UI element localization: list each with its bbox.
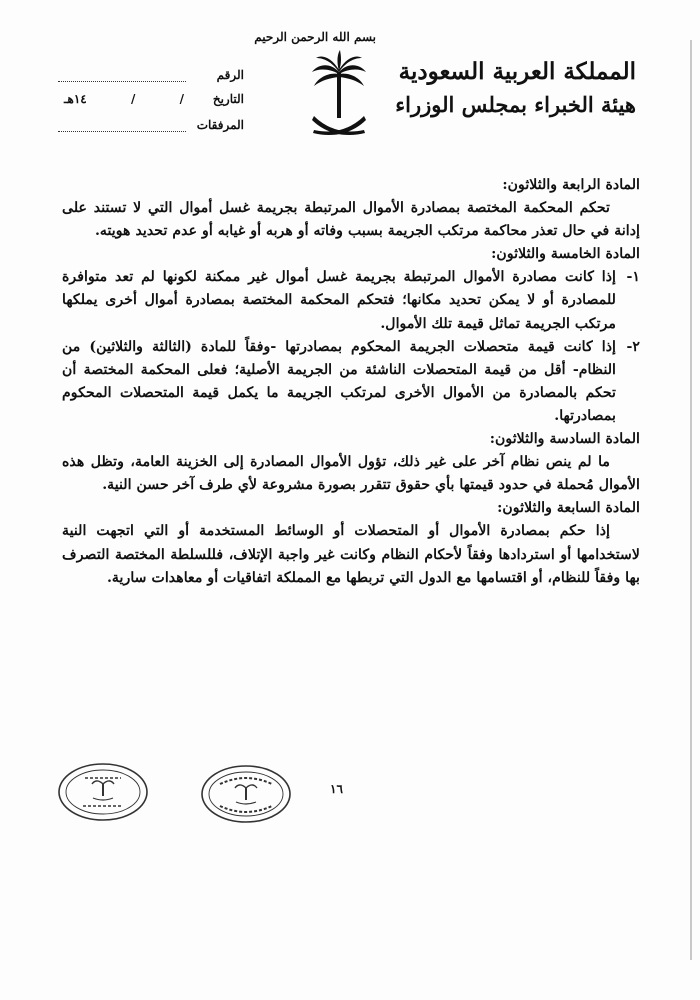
attachments-line	[58, 119, 186, 132]
document-body	[62, 174, 640, 590]
article-36-text: ما لم ينص نظام آخر على غير ذلك، تؤول الأموال المصادرة إلى الخزينة العامة، وتظل هذه الأموال مُحملة في حدود قيمتها بأي حقوق تتقرر بصورة مشروعة لأي طرف آخر حسن النية.	[62, 454, 640, 494]
date-label: التاريخ	[212, 92, 244, 106]
article-36-title: المادة السادسة والثلاثون:	[489, 431, 640, 448]
scan-edge	[690, 40, 692, 960]
date-separator-2: /	[130, 92, 136, 106]
page-number: ١٦	[330, 782, 343, 796]
date-year: ١٤هـ	[64, 92, 87, 106]
date-row	[58, 90, 244, 108]
reference-line	[58, 69, 186, 82]
article-34-text: تحكم المحكمة المختصة بمصادرة الأموال المرتبطة بجريمة غسل أموال التي لا تستند على إدانة في حال تعذر محاكمة مرتكب الجريمة بسبب وفاته أو هربه أو غيابه أو عدم تحديد هويته.	[62, 200, 640, 240]
attachments-row	[58, 116, 244, 134]
council-name: هيئة الخبراء بمجلس الوزراء	[395, 92, 636, 117]
attachments-label: المرفقات	[196, 118, 244, 132]
bismillah: بسم الله الرحمن الرحيم	[254, 30, 376, 44]
council-seal-icon	[200, 764, 292, 824]
kingdom-name: المملكة العربية السعودية	[398, 58, 636, 85]
date-value	[58, 92, 190, 106]
article-35-item-1	[62, 266, 640, 335]
article-35-title: المادة الخامسة والثلاثون:	[491, 246, 640, 263]
item-2-number: ٢-	[626, 338, 640, 355]
item-2-text: إذا كانت قيمة متحصلات الجريمة المحكوم بمصادرتها -وفقاً للمادة (الثالثة والثلاثين) من النظام- أقل من قيمة المتحصلات الناشئة من الجريمة الأصلية؛ فعلى المحكمة المختصة أن تحكم بالمصادرة من الأموال الأخرى لمرتكب الجريمة ما يكمل قيمة المتحصلات المحكوم بمصادرتها.	[62, 338, 616, 424]
secretariat-seal-icon	[57, 762, 149, 822]
article-37-text: إذا حكم بمصادرة الأموال أو المتحصلات أو الوسائط المستخدمة أو التي اتجهت النية لاستخدامها أو استردادها وفقاً لأحكام النظام وكانت غير واجبة الإتلاف، فللسلطة المختصة التصرف بها وفقاً للنظام، أو اقتسامها مع الدول التي تربطها مع المملكة اتفاقيات أو معاهدات سارية.	[62, 523, 640, 586]
date-separator-1: /	[179, 92, 184, 106]
article-37-title: المادة السابعة والثلاثون:	[497, 500, 640, 517]
reference-label: الرقم	[216, 68, 244, 82]
item-1-text: إذا كانت مصادرة الأموال المرتبطة بجريمة غسل أموال غير ممكنة لكونها لم تعد متوافرة للمصادرة أو لا يمكن تحديد مكانها؛ فتحكم المحكمة المختصة بمصادرة أموال أخرى يملكها مرتكب الجريمة تماثل قيمة تلك الأموال.	[62, 269, 616, 332]
reference-row	[58, 66, 244, 84]
article-34-title: المادة الرابعة والثلاثون:	[502, 177, 640, 193]
saudi-emblem-icon	[310, 50, 368, 142]
item-1-number: ١-	[626, 269, 640, 286]
article-35-item-2	[62, 336, 640, 428]
